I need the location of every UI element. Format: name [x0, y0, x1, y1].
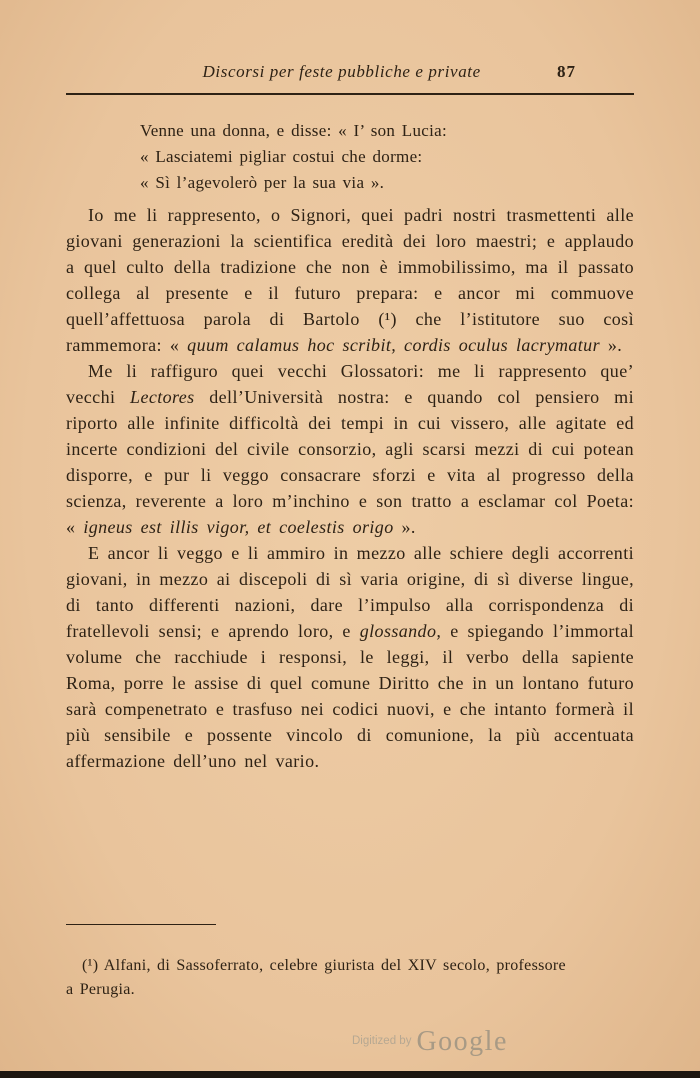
verse-line: « Lasciatemi pigliar costui che dorme: [140, 147, 423, 166]
paragraph [66, 202, 634, 358]
text-run: E ancor li veggo e li ammiro in mezzo alle schiere degli accorrenti giovani, in mezzo ai discepoli di sì varia origine, di sì diverse lingue, di tanto differenti nazioni, dare l’impulso alla corrispondenza di fratellevoli sensi; e aprendo loro, e [66, 543, 634, 641]
page-number: 87 [557, 62, 576, 81]
footnote-rule [66, 924, 216, 925]
italic-phrase: Lectores [130, 387, 195, 407]
footnote: (¹) Alfani, di Sassoferrato, celebre giurista del XIV secolo, professore a Perugia. [66, 957, 566, 998]
google-watermark [352, 1026, 508, 1058]
text-run: Me li raffiguro quei vecchi Glossatori: me li rappresento que’ vecchi [66, 361, 634, 407]
text-run: Io me li rappresento, o Signori, quei padri nostri trasmettenti alle giovani generazioni la scientifica eredità dei loro maestri; e applaudo a quel culto della tradizione che non è immobilissimo, ma il passato collega al presente e il futuro prepara: e ancor mi commuove quell’affettuosa parola di Bartolo (¹) che l’istitutore suo così rammemora: « [66, 205, 634, 355]
text-run: e spiegando l’immortal volume che racchiude i responsi, le leggi, il verbo della sapiente Roma, porre le assise di quel comune Diritto che in un lontano futuro sarà compenetrato e trasfuso nei codici nuovi, e che intanto formerà il più sensibile e possente vincolo di comunione, la più accentuata affermazione dell’uno nel vario. [66, 621, 634, 771]
page-header [66, 62, 634, 88]
text-run: dell’Università nostra: e quando col pensiero mi riporto alle infinite difficoltà dei tempi in cui vissero, alle agitate ed incerte condizioni del civile consorzio, agli scarsi mezzi di cui potean disporre, e pur li veggo consacrare sforzi e vita al progresso della scienza, reverente a loro m’inchino e son tratto a esclamar col Poeta: « [66, 387, 634, 537]
verse-quote [140, 118, 447, 196]
italic-phrase: glossando, [359, 621, 442, 641]
verse-line: « Sì l’agevolerò per la sua via ». [140, 173, 385, 192]
text-run: ». [599, 335, 623, 355]
italic-phrase: quum calamus hoc scribit, cordis oculus lacrymatur [187, 335, 600, 355]
google-logo: Google [416, 1026, 508, 1057]
paragraph [66, 540, 634, 774]
text-run: ». [393, 517, 416, 537]
verse-line: Venne una donna, e disse: « I’ son Lucia: [140, 121, 447, 140]
header-rule [66, 93, 634, 95]
paragraph [66, 358, 634, 540]
body-text [66, 202, 634, 774]
running-title: Discorsi per feste pubbliche e private [202, 62, 481, 81]
italic-phrase: igneus est illis vigor, et coelestis origo [83, 517, 394, 537]
scan-edge-bar [0, 1071, 700, 1078]
digitized-by-label: Digitized by [352, 1035, 412, 1047]
